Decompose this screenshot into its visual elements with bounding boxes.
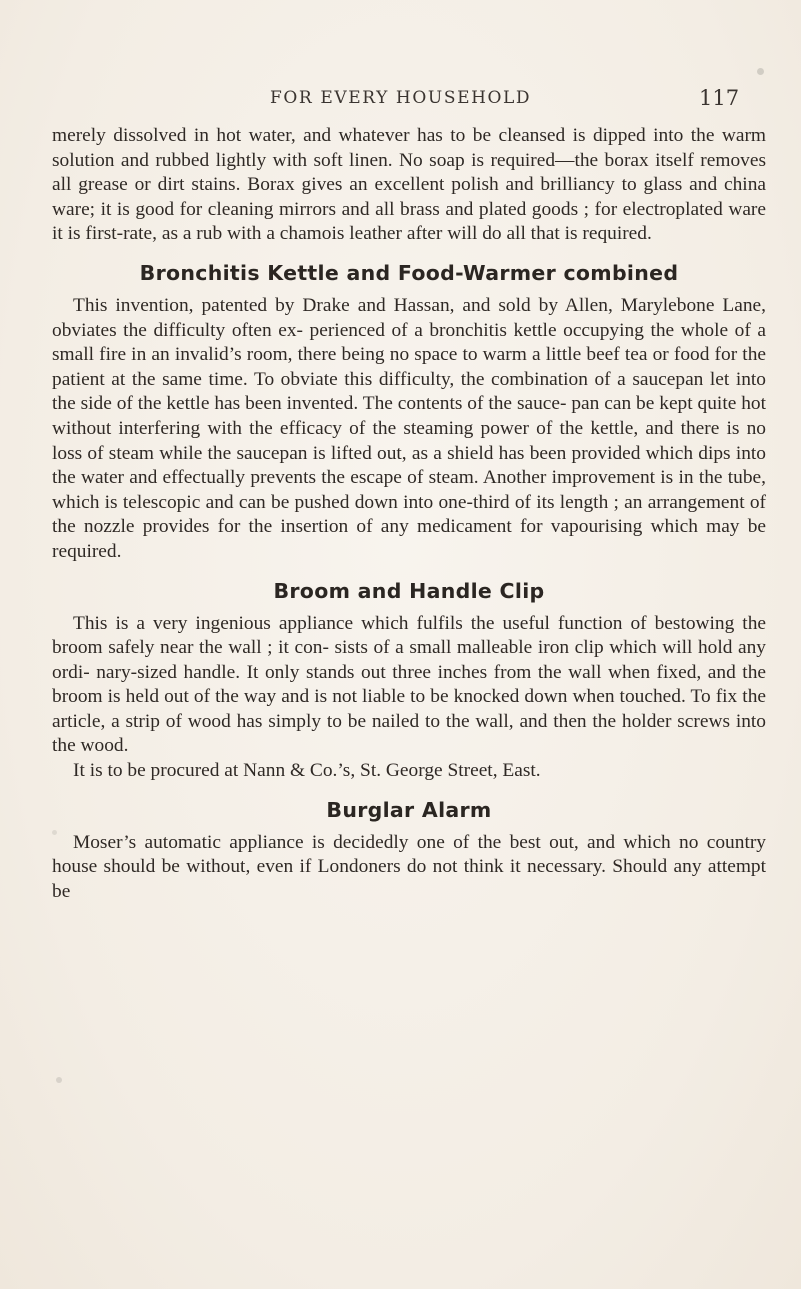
section-heading-burglar-alarm: Burglar Alarm <box>326 797 492 822</box>
running-title: FOR EVERY HOUSEHOLD <box>270 88 532 108</box>
paper-smudge-top <box>757 68 764 75</box>
paragraph-burglar-alarm: Moser’s automatic appliance is decidedly one of the best out, and which no country house should be without, even if Londoners do not think it necessary. Should any attempt be <box>52 831 766 902</box>
section-heading-broom-clip: Broom and Handle Clip <box>273 578 545 603</box>
paper-smudge-bottom <box>56 1077 62 1083</box>
paragraph-broom-clip-supplier: It is to be procured at Nann & Co.’s, St. George Street, East. <box>73 760 541 782</box>
page-number: 117 <box>699 86 740 110</box>
body-text <box>52 124 766 904</box>
paper-smudge-left <box>52 830 57 835</box>
running-header <box>0 88 801 118</box>
paragraph-broom-clip: This is a very ingenious appliance which fulfils the useful function of bestowing the broom safely near the wall ; it con- sists of a small malleable iron clip which will hold any ordi- nary-sized handle. It only stands out three inches from the wall when fixed, and the broom is held out of the way and is not liable to be knocked down when touched. To fix the article, a strip of wood has simply to be nailed to the wall, and then the holder screws into the wood. <box>52 612 766 757</box>
paragraph-bronchitis-kettle: This invention, patented by Drake and Hassan, and sold by Allen, Marylebone Lane, obviates the difficulty often ex- perienced of a bronchitis kettle occupying the whole of a small fire in an invalid’s room, there being no space to warm a little beef tea or food for the patient at the same time. To obviate this difficulty, the combination of a saucepan let into the side of the kettle has been invented. The contents of the sauce- pan can be kept quite hot without interfering with the efficacy of the steaming power of the kettle, and there is no loss of steam while the saucepan is lifted out, as a shield has been provided which dips into the water and effectually prevents the escape of steam. Another improvement is in the tube, which is telescopic and can be pushed down into one-third of its length ; an arrangement of the nozzle provides for the insertion of any medicament for vapourising which may be required. <box>52 294 766 562</box>
section-heading-bronchitis-kettle: Bronchitis Kettle and Food-Warmer combined <box>139 260 679 285</box>
intro-paragraph: merely dissolved in hot water, and whatever has to be cleansed is dipped into the warm solution and rubbed lightly with soft linen. No soap is required—the borax itself removes all grease or dirt stains. Borax gives an excellent polish and brilliancy to glass and china ware; it is good for cleaning mirrors and all brass and plated goods ; for electroplated ware it is first-rate, as a rub with a chamois leather after will do all that is required. <box>52 125 766 245</box>
